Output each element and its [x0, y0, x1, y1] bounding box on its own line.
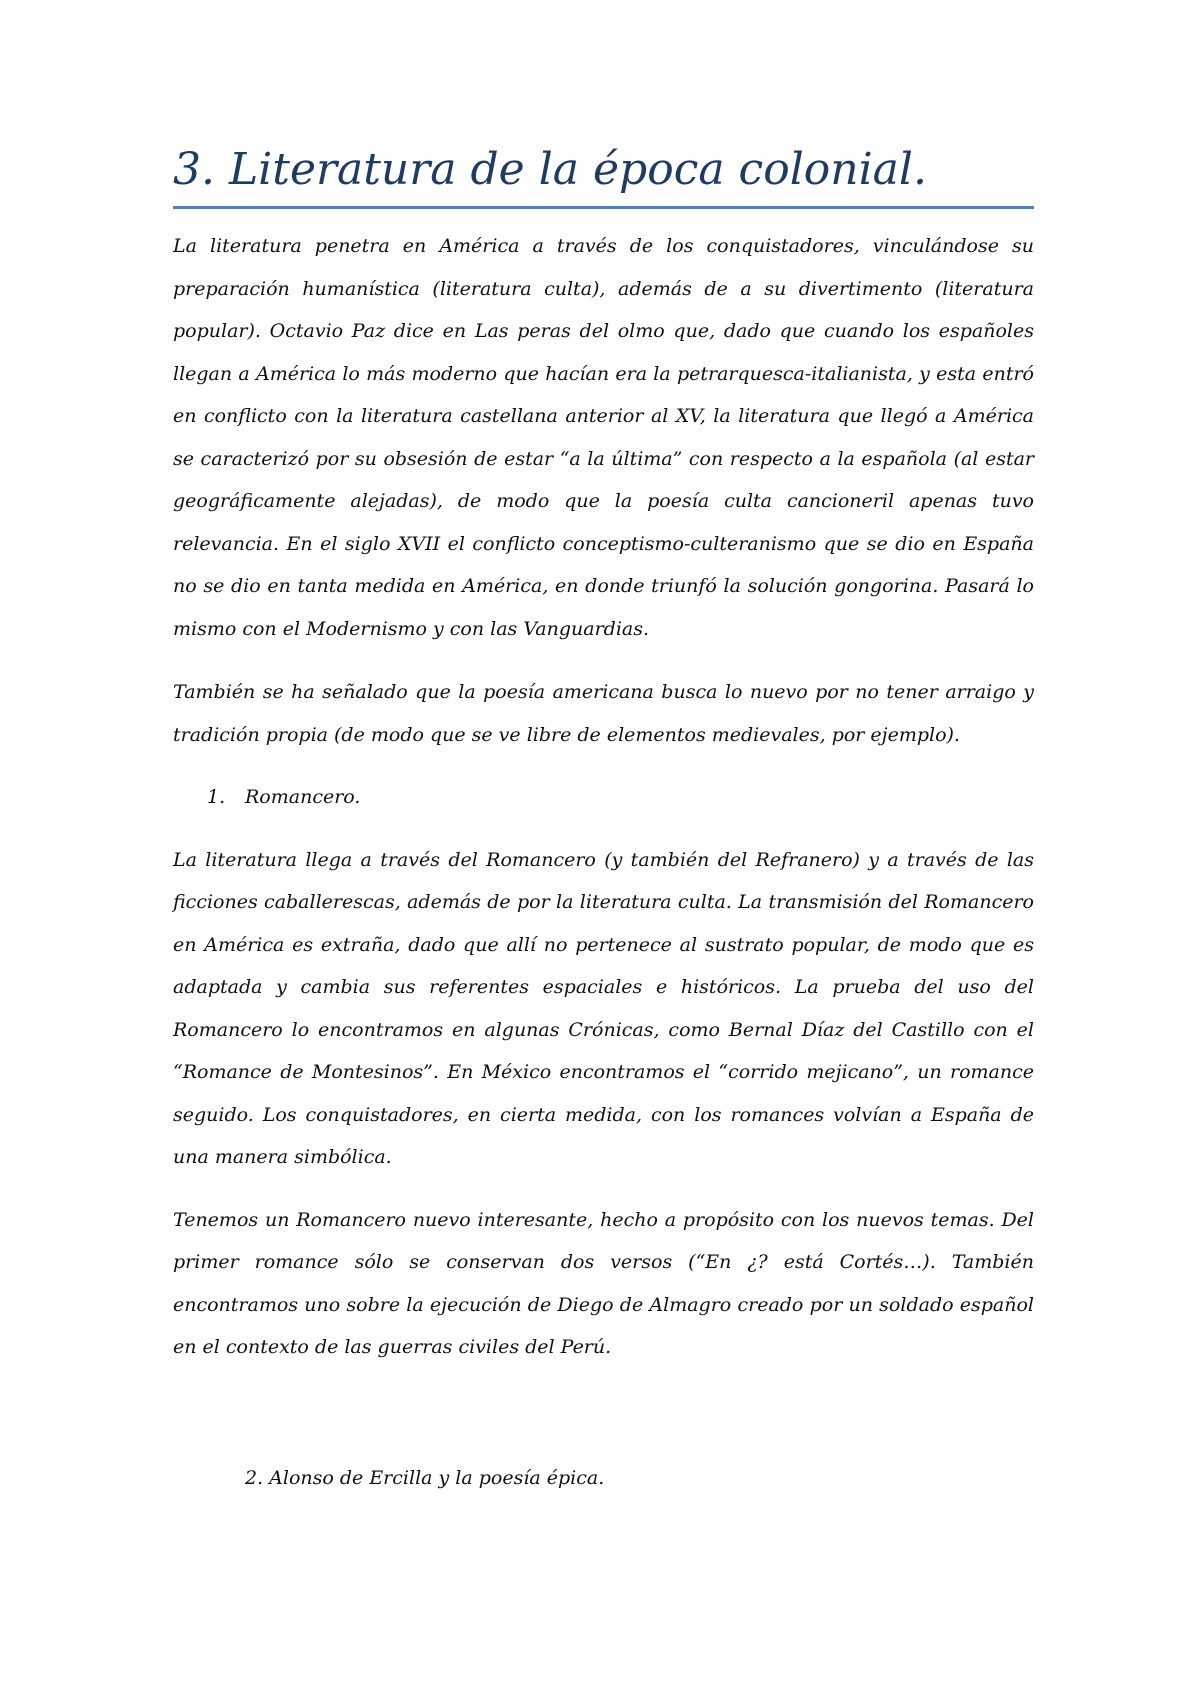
paragraph-romancero-nuevo: Tenemos un Romancero nuevo interesante, hecho a propósito con los nuevos temas. Del primer romance sólo se conservan dos versos (“En ¿? está Cortés…). También encontramos uno sobre la ejecución de Diego de Almagro creado por un soldado español en el contexto de las guerras civiles del Perú. [173, 1208, 1034, 1358]
paragraph-romancero: La literatura llega a través del Romancero (y también del Refranero) y a través de las ficciones caballerescas, además de por la literatura culta. La transmisión del Romancero en América es extraña, dado que allí no pertenece al sustrato popular, de modo que es adaptada y cambia sus referentes espaciales e históricos. La prueba del uso del Romancero lo encontramos en algunas Crónicas, como Bernal Díaz del Castillo con el “Romance de Montesinos”. En México encontramos el “corrido mejicano”, un romance seguido. Los conquistadores, en cierta medida, con los romances volvían a España de una manera simbólica. [173, 848, 1034, 1168]
list-item-number: 1. [207, 786, 226, 808]
document-title: 3. Literatura de la época colonial. [173, 140, 1034, 209]
paragraph-novelty: También se ha señalado que la poesía americana busca lo nuevo por no tener arraigo y tradición propia (de modo que se ve libre de elementos medievales, por ejemplo). [173, 681, 1034, 746]
list-item-romancero [173, 776, 1034, 819]
list-item-label: Romancero. [245, 786, 361, 808]
paragraph-intro: La literatura penetra en América a través de los conquistadores, vinculándose su preparación humanística (literatura culta), además de a su divertimento (literatura popular). Octavio Paz dice en Las peras del olmo que, dado que cuando los españoles llegan a América lo más moderno que hacían era la petrarquesca-italianista, y esta entró en conflicto con la literatura castellana anterior al XV, la literatura que llegó a América se caracterizó por su obsesión de estar “a la última” con respecto a la española (al estar geográficamente alejadas), de modo que la poesía culta cancioneril apenas tuvo relevancia. En el siglo XVII el conflicto conceptismo-culteranismo que se dio en España no se dio en tanta medida en América, en donde triunfó la solución gongorina. Pasará lo mismo con el Modernismo y con las Vanguardias. [173, 235, 1034, 640]
section-heading-ercilla: 2. Alonso de Ercilla y la poesía épica. [245, 1466, 605, 1489]
document-page [173, 140, 1034, 1499]
